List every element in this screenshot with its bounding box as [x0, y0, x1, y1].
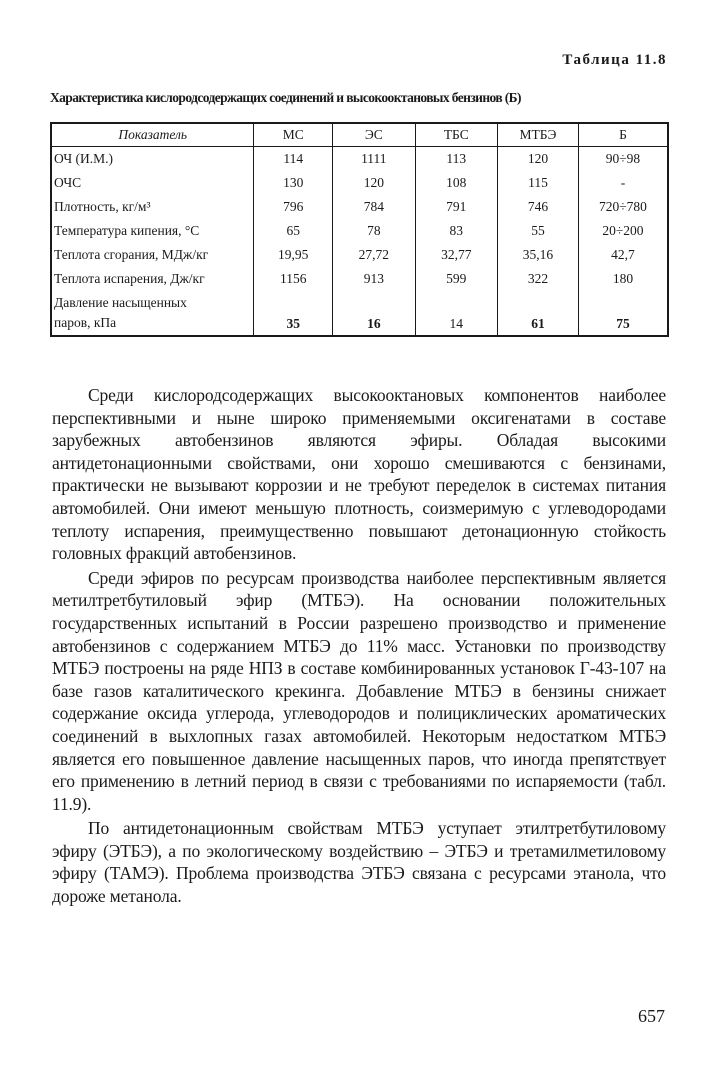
table-label: Таблица 11.8	[562, 52, 667, 68]
column-header-tbs: ТБС	[415, 123, 497, 147]
table-cell: 90÷98	[578, 147, 668, 172]
paragraph: Среди эфиров по ресурсам производства наиболее перспективным является метилтретбутиловый эфир (МТБЭ). На основании положительных государственных испытаний в России разрешено производство и применение автобензинов с содержанием МТБЭ до 11% масс. Установки по производству МТБЭ построены на ряде НПЗ в составе комбинированных установок Г-43-107 на базе газов каталитического крекинга. Добавление МТБЭ в бензины снижает содержание оксида углерода, углеводородов и полициклических ароматических соединений в выхлопных газах автомобилей. Некоторым недостатком МТБЭ является его повышенное давление насыщенных паров, что иногда препятствует его применению в летний период в связи с требованиями по испаряемости (табл. 11.9).	[52, 567, 666, 814]
table-cell: 115	[498, 171, 579, 195]
column-header-ms: МС	[254, 123, 333, 147]
table-cell: 746	[498, 195, 579, 219]
table-row	[51, 195, 668, 219]
table-cell: 32,77	[415, 243, 497, 267]
column-header-es: ЭС	[333, 123, 415, 147]
row-label: ОЧ (И.М.)	[51, 147, 254, 172]
column-header-parameter: Показатель	[51, 123, 254, 147]
table-cell: 16	[333, 291, 415, 336]
table-cell: 1111	[333, 147, 415, 172]
table-row	[51, 291, 668, 336]
table-cell: 78	[333, 219, 415, 243]
table-cell: 796	[254, 195, 333, 219]
row-label: ОЧС	[51, 171, 254, 195]
table-caption: Характеристика кислородсодержащих соединений и высокооктановых бензинов (Б)	[50, 90, 521, 105]
row-label: Плотность, кг/м³	[51, 195, 254, 219]
properties-table	[50, 122, 669, 337]
table-cell: 791	[415, 195, 497, 219]
table-cell: 784	[333, 195, 415, 219]
table-cell: 83	[415, 219, 497, 243]
column-header-b: Б	[578, 123, 668, 147]
table-cell: 1156	[254, 267, 333, 291]
table-row	[51, 171, 668, 195]
table-cell: 113	[415, 147, 497, 172]
table-row	[51, 219, 668, 243]
row-label	[51, 291, 254, 336]
table-row	[51, 147, 668, 172]
column-header-mtbe: МТБЭ	[498, 123, 579, 147]
row-label-line: Давление насыщенных	[54, 295, 187, 310]
body-text	[52, 384, 666, 910]
paragraph: Среди кислородсодержащих высокооктановых компонентов наиболее перспективными и ныне широко применяемыми оксигенатами в составе зарубежных автобензинов являются эфиры. Обладая высокими антидетонационными свойствами, они хорошо смешиваются с бензинами, практически не вызывают коррозии и не требуют переделок в системах питания автомобилей. Они имеют меньшую плотность, соизмеримую с углеводородами теплоту испарения, преимущественно повышают детонационную стойкость головных фракций автобензинов.	[52, 385, 666, 564]
table-row	[51, 267, 668, 291]
table-cell: -	[578, 171, 668, 195]
table-cell: 14	[415, 291, 497, 336]
table-cell: 120	[498, 147, 579, 172]
table-cell: 114	[254, 147, 333, 172]
table-cell: 180	[578, 267, 668, 291]
table-cell: 61	[498, 291, 579, 336]
row-label-line: паров, кПа	[54, 315, 117, 330]
table-cell: 720÷780	[578, 195, 668, 219]
page-number: 657	[638, 1006, 665, 1026]
table-cell: 599	[415, 267, 497, 291]
row-label: Теплота сгорания, МДж/кг	[51, 243, 254, 267]
table-header-row	[51, 123, 668, 147]
table-cell: 913	[333, 267, 415, 291]
paragraph: По антидетонационным свойствам МТБЭ уступает этилтретбутиловому эфиру (ЭТБЭ), а по экологическому воздействию – ЭТБЭ и третамилметиловому эфиру (ТАМЭ). Проблема производства ЭТБЭ связана с ресурсами этанола, что дороже метанола.	[52, 818, 666, 907]
table-cell: 20÷200	[578, 219, 668, 243]
table-cell: 130	[254, 171, 333, 195]
table-cell: 75	[578, 291, 668, 336]
table-cell: 55	[498, 219, 579, 243]
table-cell: 27,72	[333, 243, 415, 267]
table-cell: 322	[498, 267, 579, 291]
table-cell: 19,95	[254, 243, 333, 267]
table-row	[51, 243, 668, 267]
table-cell: 42,7	[578, 243, 668, 267]
table-cell: 35,16	[498, 243, 579, 267]
row-label: Температура кипения, °С	[51, 219, 254, 243]
table-cell: 120	[333, 171, 415, 195]
table-cell: 65	[254, 219, 333, 243]
table-cell: 108	[415, 171, 497, 195]
table-cell: 35	[254, 291, 333, 336]
row-label: Теплота испарения, Дж/кг	[51, 267, 254, 291]
